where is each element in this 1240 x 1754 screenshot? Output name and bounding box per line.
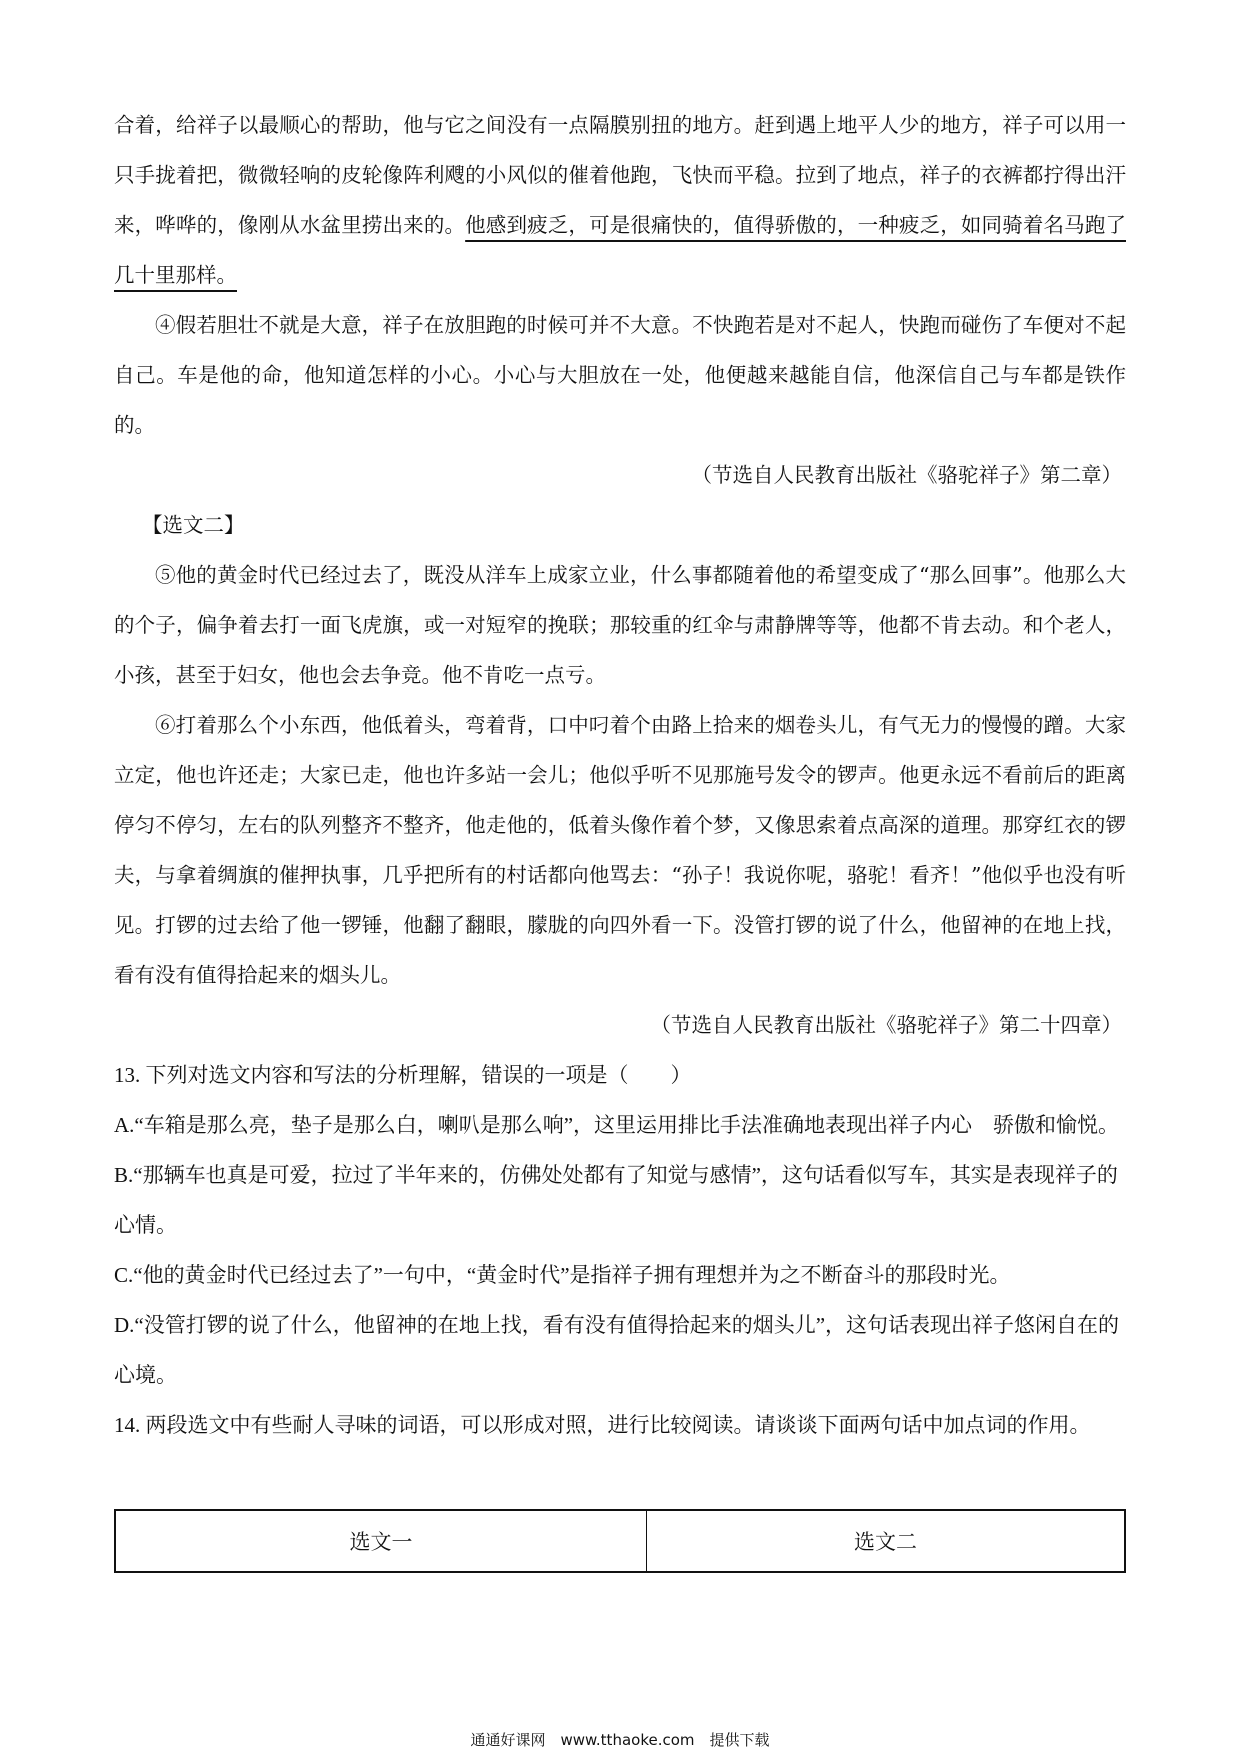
document-body [114,100,1126,1450]
source-citation-1: （节选自人民教育出版社《骆驼祥子》第二章） [691,463,1122,487]
paragraph-4: ④假若胆壮不就是大意，祥子在放胆跑的时候可并不大意。不快跑若是对不起人，快跑而碰伤了车便对不起自己。车是他的命，他知道怎样的小心。小心与大胆放在一处，他便越来越能自信，他深信自己与车都是铁作的。 [114,313,1126,437]
question-13-option-a: A.“车箱是那么亮，垫子是那么白，喇叭是那么响”，这里运用排比手法准确地表现出祥子内心 骄傲和愉悦。 [114,1113,1120,1137]
question-13-stem: 13. 下列对选文内容和写法的分析理解，错误的一项是（ ） [114,1063,692,1087]
page-footer: 通通好课网 www.tthaoke.com 提供下载 [470,1731,770,1749]
paragraph-continued [114,100,1126,300]
table-header-passage-1: 选文一 [116,1511,647,1571]
question-13-option-c: C.“他的黄金时代已经过去了”一句中，“黄金时代”是指祥子拥有理想并为之不断奋斗的那段时光。 [114,1263,1011,1287]
underlined-sentence: 他感到疲乏，可是很痛快的，值得骄傲的，一种疲乏，如同骑着名马跑了几十里那样。 [114,213,1126,287]
paragraph-5: ⑤他的黄金时代已经过去了，既没从洋车上成家立业，什么事都随着他的希望变成了“那么回事”。他那么大的个子，偏争着去打一面飞虎旗，或一对短窄的挽联；那较重的红伞与肃静牌等等，他都不肯去动。和个老人，小孩，甚至于妇女，他也会去争竞。他不肯吃一点亏。 [114,563,1126,687]
table-header-passage-2: 选文二 [854,1530,917,1554]
question-14-stem: 14. 两段选文中有些耐人寻味的词语，可以形成对照，进行比较阅读。请谈谈下面两句话中加点词的作用。 [114,1413,1091,1437]
question-13-option-b: B.“那辆车也真是可爱，拉过了半年来的，仿佛处处都有了知觉与感情”，这句话看似写车，其实是表现祥子的心情。 [114,1163,1118,1237]
paragraph-text: 合着，给祥子以最顺心的帮助，他与它之间没有一点隔膜别扭的地方。赶到遇上地平人少的地方，祥子可以用一只手拢着把，微微轻响的皮轮像阵利飕的小风似的催着他跑，飞快而平稳。拉到了地点，祥子的衣裤都拧得出汗来，哗哗的，像刚从水盆里捞出来的。 [114,113,1126,237]
section-heading-2: 【选文二】 [142,513,245,537]
comparison-table [114,1509,1126,1573]
question-13-option-d: D.“没管打锣的说了什么，他留神的在地上找，看有没有值得拾起来的烟头儿”，这句话表现出祥子悠闲自在的心境。 [114,1313,1120,1387]
paragraph-6: ⑥打着那么个小东西，他低着头，弯着背，口中叼着个由路上拾来的烟卷头儿，有气无力的慢慢的蹭。大家立定，他也许还走；大家已走，他也许多站一会儿；他似乎听不见那施号发令的锣声。他更永远不看前后的距离停匀不停匀，左右的队列整齐不整齐，他走他的，低着头像作着个梦，又像思索着点高深的道理。那穿红衣的锣夫，与拿着绸旗的催押执事，几乎把所有的村话都向他骂去：“孙子！我说你呢，骆驼！看齐！”他似乎也没有听见。打锣的过去给了他一锣锤，他翻了翻眼，朦胧的向四外看一下。没管打锣的说了什么，他留神的在地上找，看有没有值得拾起来的烟头儿。 [114,713,1126,987]
source-citation-2: （节选自人民教育出版社《骆驼祥子》第二十四章） [650,1013,1122,1037]
